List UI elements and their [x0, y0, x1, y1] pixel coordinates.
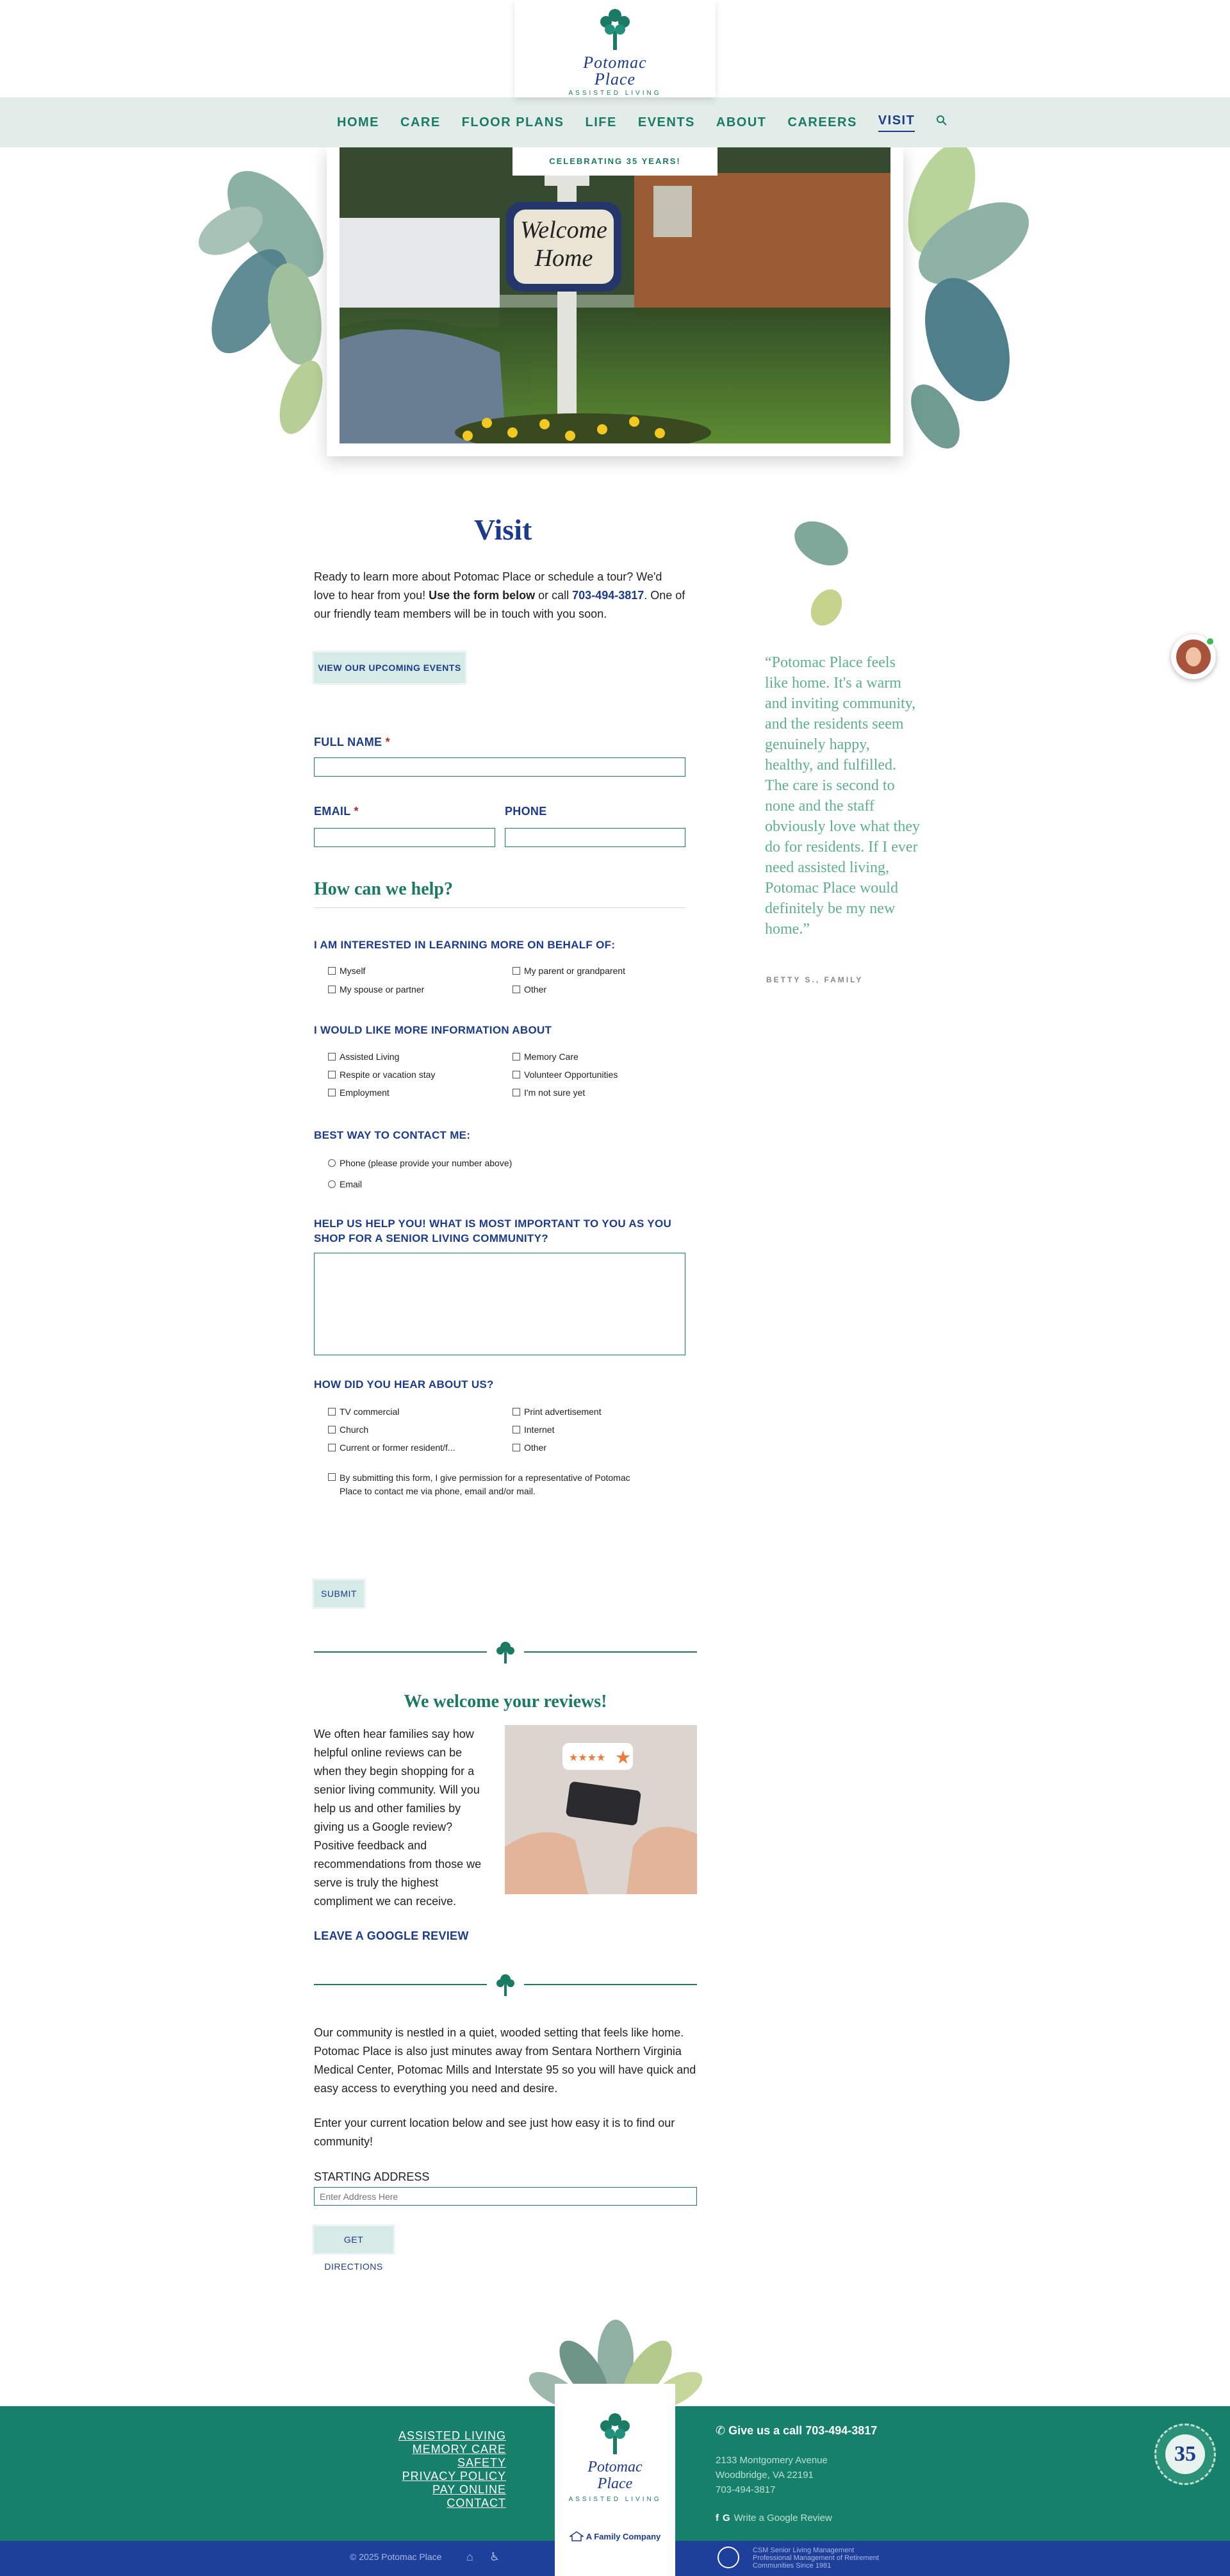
- csm-text: [753, 2547, 879, 2570]
- checkbox-box[interactable]: [328, 1053, 336, 1061]
- checkbox-box[interactable]: [328, 1071, 336, 1078]
- nav-item-life[interactable]: LIFE: [585, 115, 617, 129]
- checkbox-volunteer[interactable]: [512, 1069, 618, 1080]
- email-input[interactable]: [314, 828, 495, 847]
- tree-logo-icon: [596, 5, 634, 51]
- radio-circle[interactable]: [328, 1159, 336, 1167]
- chat-widget[interactable]: [1171, 634, 1216, 679]
- divider-left: [314, 1651, 487, 1653]
- google-review-link[interactable]: LEAVE A GOOGLE REVIEW: [314, 1929, 469, 1942]
- starting-address-input[interactable]: [314, 2187, 697, 2206]
- help-heading: How can we help?: [314, 879, 453, 899]
- welcome-sign-line2: Home: [534, 245, 593, 272]
- checkbox-label: Print advertisement: [524, 1407, 602, 1417]
- facebook-icon[interactable]: f: [716, 2513, 719, 2523]
- intro-text-2: or call: [535, 589, 573, 602]
- full-name-label-text: FULL NAME: [314, 736, 382, 748]
- main-nav: [0, 97, 1230, 147]
- checkbox-box[interactable]: [512, 1408, 520, 1416]
- checkbox-box[interactable]: [512, 986, 520, 993]
- phone-icon: ✆: [716, 2424, 726, 2437]
- directions-prompt: Enter your current location below and see just how easy it is to find our community!: [314, 2117, 675, 2148]
- directions-paragraph: Our community is nestled in a quiet, wooded setting that feels like home. Potomac Place is also just minutes away from Sentara Northern Virginia Medical Center, Potomac Mills and Interstate 95 so you will have quick and easy access to everything you need and desire.: [314, 2026, 696, 2095]
- phone-link[interactable]: 703-494-3817: [572, 589, 644, 602]
- info-label: I WOULD LIKE MORE INFORMATION ABOUT: [314, 1024, 552, 1036]
- anniversary-badge: CELEBRATING 35 YEARS!: [512, 147, 718, 176]
- phone-label: PHONE: [505, 805, 547, 818]
- family-company-badge: [555, 2531, 675, 2541]
- footer-link-safety[interactable]: SAFETY: [457, 2456, 506, 2469]
- hero-photo: [340, 147, 890, 443]
- checkbox-employment[interactable]: [328, 1087, 390, 1098]
- checkbox-label: I'm not sure yet: [524, 1087, 586, 1098]
- radio-circle[interactable]: [328, 1180, 336, 1188]
- welcome-sign-line1: Welcome: [520, 217, 607, 244]
- checkbox-spouse[interactable]: [328, 984, 424, 995]
- email-label-text: EMAIL: [314, 805, 351, 818]
- checkbox-myself[interactable]: [328, 966, 365, 976]
- important-textarea[interactable]: [314, 1253, 685, 1355]
- copyright: © 2025 Potomac Place: [350, 2552, 442, 2562]
- starting-address-label: STARTING ADDRESS: [314, 2170, 430, 2183]
- checkbox-print[interactable]: [512, 1407, 602, 1417]
- checkbox-label: Current or former resident/f...: [340, 1442, 455, 1453]
- address-line1: 2133 Montgomery Avenue: [716, 2455, 828, 2466]
- avatar: [1176, 640, 1211, 674]
- equal-housing-icon[interactable]: ⌂: [466, 2550, 473, 2563]
- call-prefix: Give us a call: [728, 2424, 806, 2437]
- checkbox-assisted-living[interactable]: [328, 1052, 399, 1062]
- checkbox-label: Employment: [340, 1087, 390, 1098]
- checkbox-label: Myself: [340, 966, 366, 976]
- page-title: Visit: [474, 513, 532, 546]
- svg-text:★: ★: [615, 1747, 632, 1768]
- testimonial-quote: “Potomac Place feels like home. It's a warm and inviting community, and the residents seem genuinely happy, healthy, and fulfilled. The care is second to none and the staff obviously love what they do for residents. If I ever need assisted living, Potomac Place would definitely be my new home.”: [765, 654, 920, 937]
- checkbox-box[interactable]: [512, 1426, 520, 1433]
- logo-tagline: ASSISTED LIVING: [568, 90, 662, 97]
- checkbox-box[interactable]: [328, 1426, 336, 1433]
- checkbox-label: My parent or grandparent: [524, 966, 625, 976]
- welcome-sign: [514, 216, 614, 272]
- footer-link-privacy[interactable]: PRIVACY POLICY: [402, 2470, 506, 2482]
- phone-input[interactable]: [505, 828, 685, 847]
- important-label: HELP US HELP YOU! WHAT IS MOST IMPORTANT TO YOU AS YOU SHOP FOR A SENIOR LIVING COMMUNITY?: [314, 1218, 672, 1244]
- checkbox-permission[interactable]: [328, 1471, 655, 1498]
- footer-logo[interactable]: [555, 2384, 675, 2576]
- footer-review-link[interactable]: [716, 2511, 832, 2525]
- footer-logo-line2: Place: [597, 2475, 633, 2492]
- nav-item-floor-plans[interactable]: FLOOR PLANS: [461, 115, 564, 129]
- site-logo[interactable]: [514, 0, 716, 97]
- footer-address: [716, 2453, 828, 2497]
- checkbox-hear-other[interactable]: [512, 1442, 546, 1453]
- radio-phone[interactable]: [328, 1158, 512, 1168]
- address-line2: Woodbridge, VA 22191: [716, 2470, 814, 2481]
- nav-item-home[interactable]: HOME: [337, 115, 379, 129]
- footer-link-memory-care[interactable]: MEMORY CARE: [412, 2443, 506, 2456]
- reviews-text: We often hear families say how helpful online reviews can be when they begin shopping for a senior living community. Will you help us and other families by giving us a Google review? Positive feedback and recommendations from those we serve is truly the highest compliment we can receive.: [314, 1728, 482, 1908]
- checkbox-box[interactable]: [512, 1444, 520, 1451]
- seal-number: 35: [1165, 2434, 1205, 2474]
- footer-call: [716, 2424, 877, 2438]
- footer-logo-line1: Potomac: [587, 2459, 643, 2475]
- online-status-icon: [1206, 637, 1215, 646]
- checkbox-tv[interactable]: [328, 1407, 399, 1417]
- divider-right: [524, 1984, 697, 1985]
- submit-button[interactable]: SUBMIT: [314, 1580, 364, 1607]
- full-name-input[interactable]: [314, 757, 685, 777]
- intro-text-3: . One of our friendly team members will be in touch with you soon.: [314, 589, 685, 620]
- tree-divider-icon: [496, 1973, 515, 1996]
- checkbox-not-sure[interactable]: [512, 1087, 585, 1098]
- intro-bold: Use the form below: [429, 589, 536, 602]
- behalf-label: I AM INTERESTED IN LEARNING MORE ON BEHALF OF:: [314, 939, 616, 951]
- csm-logo-icon[interactable]: [718, 2547, 739, 2568]
- view-events-button[interactable]: VIEW OUR UPCOMING EVENTS: [314, 652, 465, 683]
- divider: [314, 907, 685, 908]
- checkbox-label: Assisted Living: [340, 1052, 400, 1062]
- logo-name-line1: Potomac: [583, 53, 647, 72]
- required-mark: *: [354, 805, 359, 818]
- required-mark: *: [385, 736, 390, 748]
- tree-logo-icon: [596, 2409, 634, 2456]
- checkbox-label: Respite or vacation stay: [340, 1069, 436, 1080]
- checkbox-internet[interactable]: [512, 1424, 554, 1435]
- email-label: [314, 805, 359, 818]
- intro-text-1: Ready to learn more about Potomac Place or schedule a tour? We'd love to hear from you!: [314, 570, 662, 602]
- divider-right: [524, 1651, 697, 1653]
- decorative-leaves-left: [192, 154, 340, 442]
- radio-label: Email: [340, 1179, 363, 1189]
- checkbox-label: Memory Care: [524, 1052, 578, 1062]
- csm-line2: Professional Management of Retirement: [753, 2554, 879, 2562]
- checkbox-label: Volunteer Opportunities: [524, 1069, 618, 1080]
- hear-label: HOW DID YOU HEAR ABOUT US?: [314, 1378, 494, 1391]
- footer-link-assisted-living[interactable]: ASSISTED LIVING: [398, 2429, 506, 2442]
- csm-line3: Communities Since 1981: [753, 2562, 832, 2570]
- radio-email[interactable]: [328, 1179, 362, 1189]
- checkbox-box[interactable]: [328, 986, 336, 993]
- tree-divider-icon: [496, 1640, 515, 1664]
- svg-text:★★★★: ★★★★: [569, 1751, 606, 1763]
- checkbox-church[interactable]: [328, 1424, 368, 1435]
- checkbox-box[interactable]: [328, 967, 336, 975]
- checkbox-label: Other: [524, 1442, 547, 1453]
- nav-item-events[interactable]: EVENTS: [637, 115, 695, 129]
- contact-label: BEST WAY TO CONTACT ME:: [314, 1129, 471, 1141]
- search-icon: [936, 115, 947, 126]
- checkbox-box[interactable]: [512, 1089, 520, 1096]
- house-icon: [570, 2531, 584, 2541]
- checkbox-box[interactable]: [328, 1444, 336, 1451]
- checkbox-box[interactable]: [512, 1053, 520, 1061]
- nav-item-careers[interactable]: CAREERS: [787, 115, 857, 129]
- visit-intro: [314, 568, 685, 623]
- full-name-label: [314, 736, 390, 749]
- divider-left: [314, 1984, 487, 1985]
- checkbox-box[interactable]: [512, 967, 520, 975]
- decorative-leaves-right: [897, 147, 1044, 449]
- google-icon[interactable]: G: [723, 2513, 730, 2523]
- checkbox-label: Internet: [524, 1424, 555, 1435]
- checkbox-label: Church: [340, 1424, 369, 1435]
- checkbox-box[interactable]: [328, 1089, 336, 1096]
- checkbox-box[interactable]: [328, 1473, 336, 1481]
- csm-line1: CSM Senior Living Management: [753, 2547, 855, 2554]
- radio-label: Phone (please provide your number above): [340, 1158, 512, 1168]
- permission-text: By submitting this form, I give permission for a representative of Potomac Place to contact me via phone, email and/or mail.: [340, 1473, 630, 1496]
- checkbox-respite[interactable]: [328, 1069, 435, 1080]
- checkbox-label: Other: [524, 984, 547, 995]
- checkbox-box[interactable]: [328, 1408, 336, 1416]
- decorative-leaves-small: [782, 518, 858, 633]
- testimonial-author: BETTY S., FAMILY: [766, 975, 864, 984]
- footer-link-contact[interactable]: CONTACT: [447, 2497, 506, 2509]
- checkbox-parent[interactable]: [512, 966, 625, 976]
- get-directions-button[interactable]: GET DIRECTIONS: [314, 2226, 393, 2253]
- anniversary-seal: [1154, 2423, 1216, 2485]
- write-review-text[interactable]: Write a Google Review: [734, 2513, 832, 2523]
- nav-item-visit[interactable]: VISIT: [878, 113, 915, 132]
- phone-review-image: [505, 1725, 697, 1894]
- checkbox-memory-care[interactable]: [512, 1052, 578, 1062]
- logo-name-line2: Place: [594, 70, 636, 88]
- nav-item-about[interactable]: ABOUT: [716, 115, 767, 129]
- footer-phone-link[interactable]: 703-494-3817: [805, 2424, 878, 2437]
- family-company-text: A Family Company: [586, 2531, 661, 2541]
- address-phone: 703-494-3817: [716, 2484, 776, 2495]
- checkbox-label: My spouse or partner: [340, 984, 425, 995]
- nav-item-care[interactable]: CARE: [400, 115, 441, 129]
- search-button[interactable]: [936, 115, 947, 130]
- checkbox-resident[interactable]: [328, 1442, 455, 1453]
- accessibility-icon[interactable]: ♿: [489, 2550, 500, 2563]
- footer-links: [359, 2429, 506, 2510]
- checkbox-label: TV commercial: [340, 1407, 400, 1417]
- footer-logo-tagline: ASSISTED LIVING: [568, 2496, 662, 2503]
- footer-link-pay-online[interactable]: PAY ONLINE: [432, 2483, 506, 2496]
- reviews-heading: We welcome your reviews!: [404, 1692, 607, 1712]
- checkbox-box[interactable]: [512, 1071, 520, 1078]
- checkbox-other[interactable]: [512, 984, 546, 995]
